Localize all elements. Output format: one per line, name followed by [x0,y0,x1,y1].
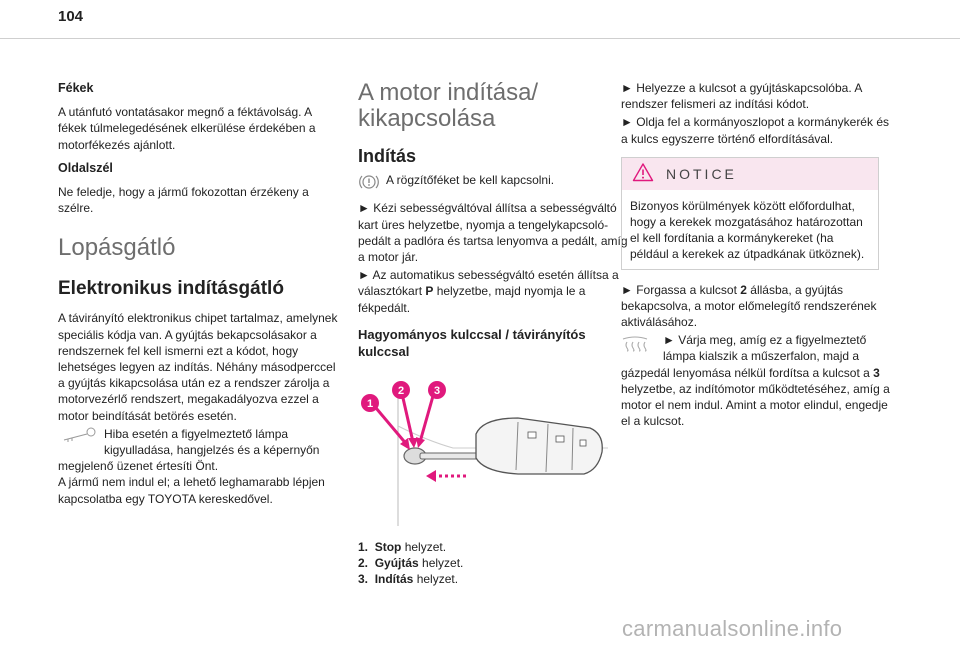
auto-text-pre: ► Az automatikus sebességváltó esetén állítsa a választókart [358,268,619,299]
notice-text: Bizonyos körülmények között előfordulhat, hogy a kerekek mozgatásához határozottan el kell fordítania a kormánykereket (ha például a kerekek az útpadkának ütköznek). [630,198,865,262]
column-middle [358,80,628,587]
manual-gearbox-text: ► Kézi sebességváltóval állítsa a sebességváltó kart üres helyzetbe, nyomja a tengelykapcsoló-pedált a padlóra és tartsa lenyomva a pedált, amíg a motor jár. [358,201,628,265]
brakes-heading: Fékek [58,81,94,95]
column-right [621,80,891,429]
auto-text-bold: P [425,284,434,299]
badge-3: 3 [433,384,441,397]
badge-2: 2 [397,384,405,397]
wait-text-pre: ► Várja meg, amíg ez a figyelmeztető lámpa kialszik a műszerfalon, majd a gázpedál lenyomása nélkül fordítsa a kulcsot a [621,333,874,380]
legend-item [358,539,628,555]
immobiliser-title: Elektronikus indításgátló [58,278,284,300]
turn-text-pre: ► Forgassa a kulcsot [621,282,741,297]
fault-text: Hiba esetén a figyelmeztető lámpa kigyulladása, hangjelzés és a képernyőn megjelenő üzenet értesíti Önt. [58,426,320,474]
notice-title: NOTICE [666,165,737,182]
legend-rest: helyzet. [413,571,459,586]
wait-text-post: helyzetbe, az indítómotor működtetéséhez, amíg a motor el nem indul. Amint a motor elindul, engedje el a kulcsot. [621,381,890,429]
glow-plug-icon [621,332,657,356]
legend-rest: helyzet. [401,539,447,554]
auto-gearbox-text [358,267,628,316]
turn-text-bold: 2 [740,282,747,297]
parking-brake-note [358,172,628,188]
side-wind-heading: Oldalszél [58,160,113,175]
auto-text-post: helyzetbe, majd nyomja le a fékpedált. [358,284,586,315]
immobiliser-text: A távirányító elektronikus chipet tartalmaz, amelynek speciális kódja van. A gyújtás bekapcsolásakor a rendszernek fel kell ismerni ezt a kódot, hogy lehetséges legyen az indítás. Néhány másodperccel a gyújtás kikapcsolása után ez a rendszer zárolja a motorvezérlő rendszert, megakadályozva ezzel a motor beindítását betörés esetén. [58,311,338,423]
ignition-key-illustration [358,366,616,531]
column-left [58,80,343,507]
wait-text-bold: 3 [873,365,880,380]
page-number: 104 [58,8,84,25]
insert-key-text: ► Helyezze a kulcsot a gyújtáskapcsolóba. A rendszer felismeri az indítási kódot. [621,81,862,112]
badge-1: 1 [366,397,374,410]
legend-num: 1. [358,539,369,554]
legend-term: Gyújtás [374,555,419,570]
unlock-steering-text: ► Oldja fel a kormányoszlopot a kormánykerék és a kulcs egyszerre történő elfordításával. [621,115,889,146]
notice-box [621,157,879,270]
ignition-key-figure [358,366,616,531]
key-position-legend [358,539,628,587]
watermark: carmanualsonline.info [622,616,843,641]
legend-num: 3. [358,571,369,586]
turn-text-post: állásba, a gyújtás bekapcsolva, a motor előmelegítő rendszerének aktiválásához. [621,282,877,330]
legend-item [358,555,628,571]
legend-term: Stop [374,539,402,554]
side-wind-text: Ne feledje, hogy a jármű fokozottan érzékeny a szélre. [58,185,309,216]
turn-key-text [621,282,891,331]
notice-header [622,158,878,190]
antitheft-section-title: Lopásgátló [58,234,176,262]
start-title: Indítás [358,146,417,166]
wait-paragraph [621,332,891,429]
fault-text-2: A jármű nem indul el; a lehető leghamarabb lépjen kapcsolatba egy TOYOTA kereskedővel. [58,475,325,506]
parking-brake-text: A rögzítőféket be kell kapcsolni. [386,173,555,188]
legend-item [358,571,628,587]
warning-triangle-icon [632,162,654,186]
fault-paragraph [58,426,343,475]
legend-term: Indítás [374,571,414,586]
brakes-text: A utánfutó vontatásakor megnő a féktávolság. A fékek túlmelegedésének elkerülése érdekében a motorfékezés ajánlott. [58,105,316,152]
key-warning-icon [58,426,98,448]
legend-rest: helyzet. [418,555,464,570]
legend-num: 2. [358,555,369,570]
key-heading: Hagyományos kulccsal / távirányítós kulccsal [358,326,586,359]
parking-brake-icon [358,173,380,195]
engine-section-title: A motor indítása/ kikapcsolása [358,79,539,132]
header-divider [0,38,960,39]
